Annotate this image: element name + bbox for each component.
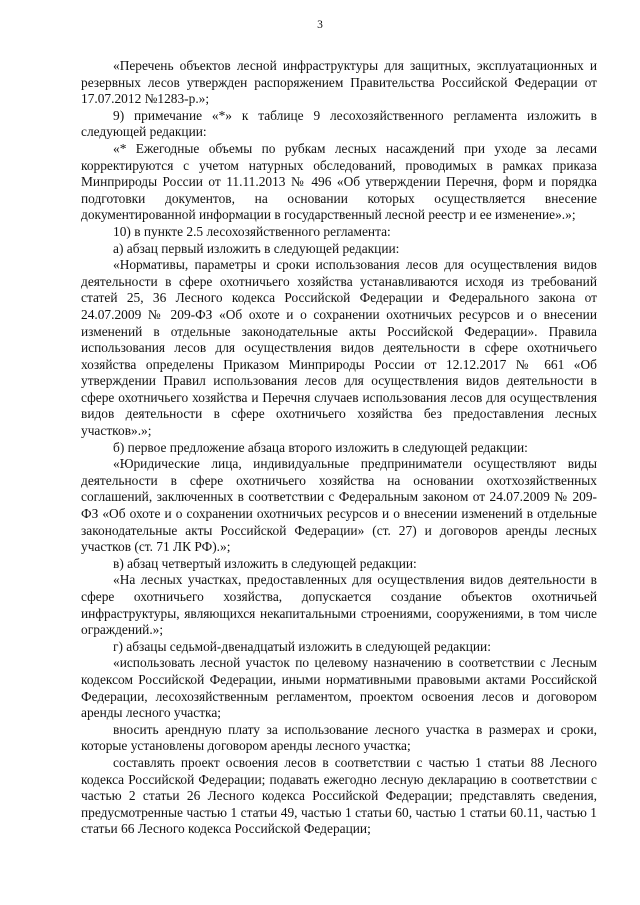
paragraph-hunting-norms: «Нормативы, параметры и сроки использования лесов для осуществления видов деятельности в сфере охотничьего хозяйства устанавливаются исходя из требований статей 25, 36 Лесного кодекса Российской Федерации и Федерального закона от 24.07.2009 № 209-ФЗ «Об охоте и о сохранении охотничьих ресурсов и о внесении изменений в отдельные законодательные акты Российской Федерации». Правила использования лесов для осуществления видов деятельности в сфере охотничьего хозяйства определены Приказом Минприроды России от 12.12.2017 № 661 «Об утверждении Правил использования лесов для осуществления видов деятельности в сфере охотничьего хозяйства и Перечня случаев использования лесов для осуществления видов деятельности в сфере охотничьего хозяйства без предоставления лесных участков».»; <box>81 257 597 439</box>
paragraph-subitem-g: г) абзацы седьмой-двенадцатый изложить в следующей редакции: <box>113 638 491 654</box>
paragraph-note-text: «* Ежегодные объемы по рубкам лесных насаждений при уходе за лесами корректируются с учетом натурных обследований, проводимых в рамках приказа Минприроды России от 11.11.2013 № 496 «Об утверждении Перечня, форм и порядка подготовки документов, на основании которых осуществляется внесение документированной информации в государственный лесной реестр и ее изменение».»; <box>81 140 597 223</box>
paragraph-use-plot: «использовать лесной участок по целевому назначению в соответствии с Лесным кодексом Российской Федерации, иными нормативными правовыми актами Российской Федерации, лесохозяйственным регламентом, проектом освоения лесов и договором аренды лесного участка; <box>81 655 597 721</box>
paragraph-subitem-v: в) абзац четвертый изложить в следующей редакции: <box>113 555 417 571</box>
paragraph-subitem-a: а) абзац первый изложить в следующей редакции: <box>113 240 400 256</box>
document-body <box>81 58 597 838</box>
page-number: 3 <box>317 19 323 31</box>
paragraph-subitem-b: б) первое предложение абзаца второго изложить в следующей редакции: <box>113 439 528 455</box>
paragraph-item-10: 10) в пункте 2.5 лесохозяйственного регламента: <box>113 223 391 239</box>
paragraph-hunting-infrastructure: «На лесных участках, предоставленных для осуществления видов деятельности в сфере охотничьего хозяйства, допускается создание объектов охотничьей инфраструктуры, являющихся некапитальными строениями, сооружениями, в том числе ограждений.»; <box>81 572 597 638</box>
paragraph-item-9: 9) примечание «*» к таблице 9 лесохозяйственного регламента изложить в следующей редакции: <box>81 107 597 140</box>
paragraph-infrastructure-list: «Перечень объектов лесной инфраструктуры для защитных, эксплуатационных и резервных лесов утвержден распоряжением Правительства Российской Федерации от 17.07.2012 №1283-р.»; <box>81 58 597 107</box>
paragraph-rent-payment: вносить арендную плату за использование лесного участка в размерах и сроки, которые установлены договором аренды лесного участка; <box>81 721 597 754</box>
paragraph-forest-plan: составлять проект освоения лесов в соответствии с частью 1 статьи 88 Лесного кодекса Российской Федерации; подавать ежегодно лесную декларацию в соответствии с частью 2 статьи 26 Лесного кодекса Российской Федерации; представлять сведения, предусмотренные частью 1 статьи 49, частью 1 статьи 60, частью 1 статьи 60.11, частью 1 статьи 66 Лесного кодекса Российской Федерации; <box>81 754 597 837</box>
paragraph-legal-entities: «Юридические лица, индивидуальные предприниматели осуществляют виды деятельности в сфере охотничьего хозяйства на основании охотхозяйственных соглашений, заключенных в соответствии с Федеральным законом от 24.07.2009 № 209-ФЗ «Об охоте и о сохранении охотничьих ресурсов и о внесении изменений в отдельные законодательные акты Российской Федерации» (ст. 27) и договоров аренды лесных участков (ст. 71 ЛК РФ).»; <box>81 456 597 555</box>
